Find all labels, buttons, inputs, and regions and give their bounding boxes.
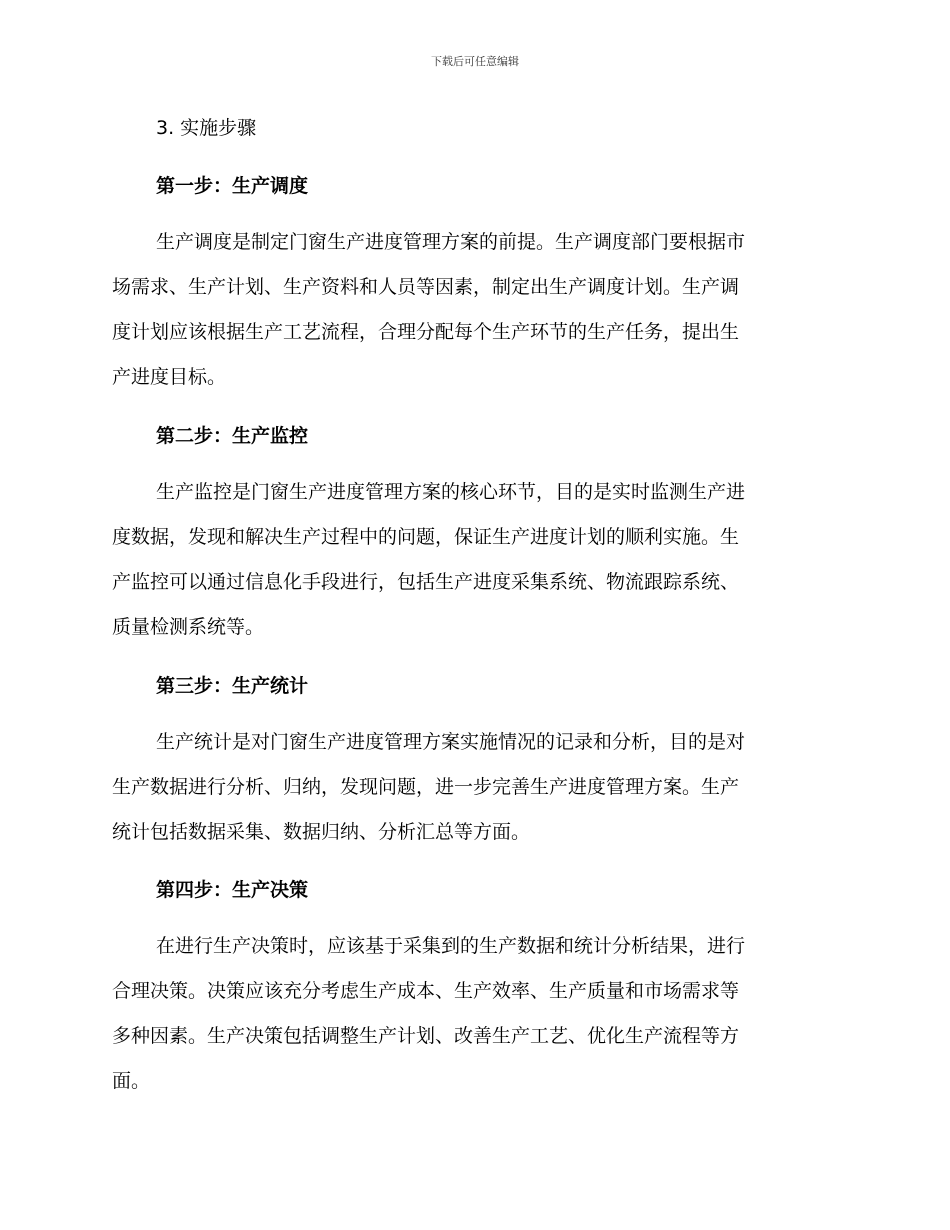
step-4-paragraph xyxy=(112,924,832,1104)
step-1-title: 第一步：生产调度 xyxy=(156,175,309,197)
paragraph-line: 生产调度是制定门窗生产进度管理方案的前提。生产调度部门要根据市 xyxy=(156,231,746,253)
paragraph-line: 合理决策。决策应该充分考虑生产成本、生产效率、生产质量和市场需求等 xyxy=(112,980,740,1002)
paragraph-line: 质量检测系统等。 xyxy=(112,616,265,638)
step-4-title: 第四步：生产决策 xyxy=(156,879,309,901)
paragraph-line: 产监控可以通过信息化手段进行，包括生产进度采集系统、物流跟踪系统、 xyxy=(112,571,740,593)
paragraph-line: 面。 xyxy=(112,1070,151,1092)
paragraph-line: 统计包括数据采集、数据归纳、分析汇总等方面。 xyxy=(112,821,531,843)
step-1-paragraph xyxy=(112,220,832,400)
section-title: 3. 实施步骤 xyxy=(156,117,257,139)
paragraph-line: 度数据，发现和解决生产过程中的问题，保证生产进度计划的顺利实施。生 xyxy=(112,526,740,548)
page-header: 下载后可任意编辑 xyxy=(431,55,519,68)
paragraph-line: 场需求、生产计划、生产资料和人员等因素，制定出生产调度计划。生产调 xyxy=(112,276,740,298)
step-3-title: 第三步：生产统计 xyxy=(156,675,309,697)
paragraph-line: 生产监控是门窗生产进度管理方案的核心环节，目的是实时监测生产进 xyxy=(156,481,746,503)
step-2-paragraph xyxy=(112,470,832,650)
paragraph-line: 生产数据进行分析、归纳，发现问题，进一步完善生产进度管理方案。生产 xyxy=(112,776,740,798)
paragraph-line: 生产统计是对门窗生产进度管理方案实施情况的记录和分析，目的是对 xyxy=(156,731,746,753)
step-2-title: 第二步：生产监控 xyxy=(156,425,309,447)
paragraph-line: 度计划应该根据生产工艺流程，合理分配每个生产环节的生产任务，提出生 xyxy=(112,321,740,343)
paragraph-line: 多种因素。生产决策包括调整生产计划、改善生产工艺、优化生产流程等方 xyxy=(112,1025,740,1047)
paragraph-line: 产进度目标。 xyxy=(112,366,227,388)
paragraph-line: 在进行生产决策时，应该基于采集到的生产数据和统计分析结果，进行 xyxy=(156,935,746,957)
step-3-paragraph xyxy=(112,720,832,855)
